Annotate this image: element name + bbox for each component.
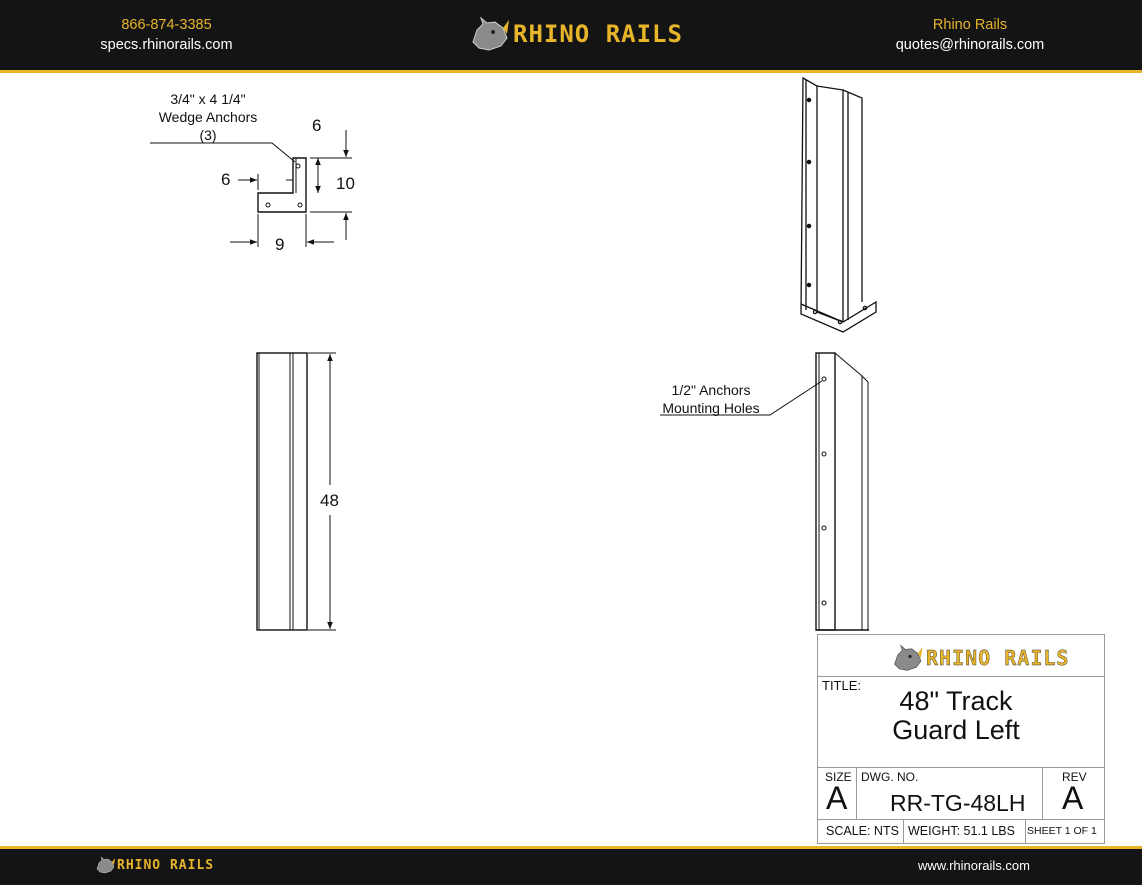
drawing-title <box>868 687 1044 745</box>
title-block-logo <box>890 641 1069 675</box>
dim-height: 10 <box>336 174 355 193</box>
title-block <box>817 634 1105 844</box>
dim-width: 9 <box>275 235 285 254</box>
size-label: SIZE <box>825 770 852 784</box>
dwg-no-label: DWG. NO. <box>861 770 919 784</box>
mount-anchor-size: 1/2" Anchors <box>671 382 751 398</box>
footer-bar <box>0 846 1142 885</box>
sheet-value: SHEET 1 OF 1 <box>1027 825 1097 837</box>
info-row <box>818 819 1104 843</box>
dim-length: 48 <box>320 491 339 510</box>
header-logo-text: RHINO RAILS <box>513 20 683 48</box>
title-label: TITLE: <box>822 678 862 693</box>
title-line-2: Guard Left <box>892 715 1020 745</box>
mounting-holes-callout <box>652 381 770 417</box>
dwg-no-value: RR-TG-48LH <box>890 790 1026 816</box>
rhino-icon <box>890 641 924 675</box>
weight-value: WEIGHT: 51.1 LBS <box>908 824 1015 838</box>
mount-hole-label: Mounting Holes <box>662 400 760 416</box>
dwg-row <box>818 767 1104 819</box>
wedge-anchor-type: Wedge Anchors <box>158 109 258 125</box>
dim-top-flange: 6 <box>312 116 322 135</box>
title-line-1: 48" Track <box>899 686 1013 716</box>
size-value: A <box>826 780 848 816</box>
title-block-logo-text: RHINO RAILS <box>926 646 1070 670</box>
dim-left-flange: 6 <box>221 170 231 189</box>
wedge-anchor-callout <box>148 90 268 144</box>
footer-logo <box>94 854 214 876</box>
footer-website[interactable]: www.rhinorails.com <box>918 858 1030 873</box>
cross-section-view <box>150 130 352 247</box>
phone-number[interactable]: 866-874-3385 <box>121 17 212 33</box>
scale-value: SCALE: NTS <box>826 824 899 838</box>
footer-logo-text: RHINO RAILS <box>117 857 215 873</box>
isometric-view <box>801 78 876 332</box>
company-name: Rhino Rails <box>932 17 1008 33</box>
wedge-anchor-count: (3) <box>199 127 217 143</box>
quotes-email[interactable]: quotes@rhinorails.com <box>895 37 1045 53</box>
rev-label: REV <box>1062 770 1087 784</box>
rhino-icon <box>94 854 116 876</box>
rev-value: A <box>1062 780 1084 816</box>
specs-website[interactable]: specs.rhinorails.com <box>100 37 233 53</box>
wedge-anchor-size: 3/4" x 4 1/4" <box>170 91 246 107</box>
title-row <box>818 676 1104 767</box>
